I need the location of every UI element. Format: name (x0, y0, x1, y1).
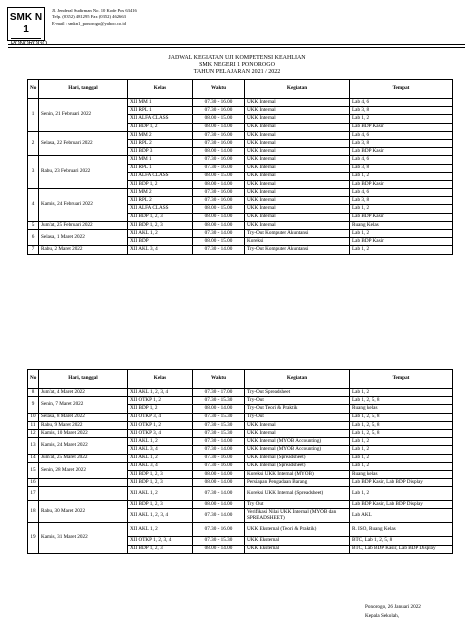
time-cell: 07.30 - 15.30 (193, 429, 245, 437)
class-cell: XII OTKP 1, 2 (128, 397, 193, 405)
title-line-1: JADWAL KEGIATAN UJI KOMPETENSI KEAHLIAN (168, 55, 306, 61)
place-cell: Lab 3, 8 (350, 197, 453, 205)
table-row (28, 454, 453, 462)
activity-cell: UKK Internal (245, 115, 350, 123)
column-header: Kegiatan (245, 370, 350, 389)
table-row (28, 501, 453, 509)
time-cell: 08.00 - 14.00 (193, 180, 245, 188)
row-number: 19 (28, 523, 39, 553)
activity-cell: UKK Internal (245, 213, 350, 221)
row-number: 16 (28, 479, 39, 487)
place-cell: Lab 4, 6 (350, 156, 453, 164)
row-number: 5 (28, 221, 39, 229)
time-cell: 08.00 - 14.00 (193, 501, 245, 509)
activity-cell: UKK Internal (245, 429, 350, 437)
class-cell: XII OTKP 3, 4 (128, 429, 193, 437)
class-cell: XII MM 2 (128, 189, 193, 197)
column-header: Hari, tanggal (39, 80, 128, 99)
time-cell: 07.30 - 16.00 (193, 462, 245, 470)
activity-cell: Try-Out Komputer Akuntansi (245, 230, 350, 238)
class-cell: XII ALFA CLASS (128, 172, 193, 180)
place-cell: Lab BDP Kasir (350, 213, 453, 221)
class-cell: XII BDP 1, 2, 3 (128, 479, 193, 487)
class-cell: XII AKL 1, 2 (128, 487, 193, 501)
table-row (28, 523, 453, 537)
day-date-cell: Selasa, 8 Maret 2022 (39, 413, 128, 421)
class-cell: XII MM 1 (128, 99, 193, 107)
place-cell: Lab BDP Kasir, Lab BDP Display (350, 501, 453, 509)
class-cell: XII BDP 1, 2, 3 (128, 545, 193, 553)
class-cell: XII RPL 1 (128, 107, 193, 115)
row-number: 8 (28, 389, 39, 397)
time-cell: 07.30 - 15.30 (193, 413, 245, 421)
day-date-cell: Rabu, 2 Maret 2022 (39, 246, 128, 254)
activity-cell: Persiapan Pengadaan Barang (245, 479, 350, 487)
day-date-cell: Rabu, 9 Maret 2022 (39, 421, 128, 429)
place-cell: Lab 1, 2 (350, 205, 453, 213)
table-row (28, 397, 453, 405)
place-cell: Lab BDP Kasir, Lab BDP Display (350, 479, 453, 487)
activity-cell: UKK Internal (245, 197, 350, 205)
column-header: Kelas (128, 80, 193, 99)
row-number: 17 (28, 487, 39, 501)
row-number: 13 (28, 438, 39, 454)
table-row (28, 221, 453, 229)
title-line-2: SMK NEGERI 1 PONOROGO (199, 62, 275, 69)
column-header: Waktu (193, 370, 245, 389)
row-number: 7 (28, 246, 39, 254)
time-cell: 08.00 - 14.00 (193, 470, 245, 478)
time-cell: 07.30 - 16.00 (193, 99, 245, 107)
table-header-row (28, 80, 453, 99)
place-cell: Lab 4, 6 (350, 131, 453, 139)
row-number: 2 (28, 131, 39, 156)
table-row (28, 479, 453, 487)
activity-cell: UKK Internal (245, 148, 350, 156)
time-cell: 07.30 - 17.00 (193, 389, 245, 397)
signer-title: Kepala Sekolah, (365, 613, 399, 619)
place-cell: Lab BDP Kasir (350, 180, 453, 188)
activity-cell: Koreksi UKK Internal (Spreadsheet) (245, 487, 350, 501)
place-cell: Lab 3, 8 (350, 107, 453, 115)
time-cell: 08.00 - 15.00 (193, 172, 245, 180)
day-date-cell: Senin, 28 Maret 2022 (39, 462, 128, 478)
class-cell: XII ALFA CLASS (128, 205, 193, 213)
row-number: 4 (28, 189, 39, 222)
day-date-cell: Selasa, 22 Februari 2022 (39, 131, 128, 156)
logo-bottom-text: PONOROGO (11, 38, 41, 49)
activity-cell: UKK Internal (245, 131, 350, 139)
day-date-cell (39, 479, 128, 487)
email-line: E-mail : smkn1_ponorogo@yahoo.co.id (52, 20, 126, 26)
activity-cell: UKK Internal (245, 221, 350, 229)
day-date-cell: Kamis, 24 Februari 2022 (39, 189, 128, 222)
time-cell: 07.30 - 16.00 (193, 523, 245, 537)
activity-cell: UKK Internal (MYOB Accounting) (245, 446, 350, 454)
place-cell: Lab BDP Kasir (350, 123, 453, 131)
title-line-3: TAHUN PELAJARAN 2021 / 2022 (193, 69, 281, 76)
time-cell: 07.30 - 15.30 (193, 397, 245, 405)
activity-cell: UKK Internal (MYOB Accounting) (245, 438, 350, 446)
column-header: No (28, 80, 39, 99)
activity-cell: Koreksi UKK Internal (MYOB) (245, 470, 350, 478)
header-rule-thin (8, 47, 465, 48)
activity-cell: UKK Internal (245, 107, 350, 115)
place-cell: Ruang Kelas (350, 221, 453, 229)
day-date-cell: Senin, 21 Februari 2022 (39, 99, 128, 132)
class-cell: XII BDP 1, 2, 3 (128, 501, 193, 509)
table-row (28, 189, 453, 197)
time-cell: 07.30 - 16.00 (193, 164, 245, 172)
time-cell: 07.30 - 16.00 (193, 139, 245, 147)
place-cell: Lab 4, 6 (350, 99, 453, 107)
table-row (28, 487, 453, 501)
time-cell: 07.30 - 16.00 (193, 156, 245, 164)
table-row (28, 429, 453, 437)
class-cell: XII MM 1 (128, 156, 193, 164)
activity-cell: Try-Out Komputer Akuntansi (245, 246, 350, 254)
column-header: No (28, 370, 39, 389)
row-number: 9 (28, 397, 39, 413)
place-cell: Lab 1, 2 (350, 389, 453, 397)
row-number: 15 (28, 462, 39, 478)
class-cell: XII MM 2 (128, 131, 193, 139)
time-cell: 08.00 - 14.00 (193, 545, 245, 553)
row-number: 6 (28, 230, 39, 246)
activity-cell: UKK Internal (245, 205, 350, 213)
schedule-table-2 (27, 369, 453, 554)
time-cell: 07.30 - 15.30 (193, 421, 245, 429)
day-date-cell: Jum'at, 25 Februari 2022 (39, 221, 128, 229)
document-title (0, 55, 474, 77)
address-line: Jl. Jenderal Sudirman No. 10 Kode Pos 63416 (52, 8, 137, 13)
row-number: 12 (28, 429, 39, 437)
activity-cell: Try-Out (245, 413, 350, 421)
place-cell: Lab 4, 6 (350, 189, 453, 197)
class-cell: XII OTKP 1, 2 (128, 421, 193, 429)
class-cell: XII AKL 1, 2 (128, 523, 193, 537)
class-cell: XII BDP 1, 2, 3 (128, 221, 193, 229)
place-cell: Lab 1, 2 (350, 172, 453, 180)
table-header-row (28, 370, 453, 389)
day-date-cell: Senin, 7 Maret 2022 (39, 397, 128, 413)
signature-block (365, 603, 421, 621)
place-cell: Ruang kelas (350, 470, 453, 478)
class-cell: XII BDP 1, 2, 3 (128, 213, 193, 221)
class-cell: XII AKL 3, 4 (128, 462, 193, 470)
class-cell: XII BDP 1, 2 (128, 123, 193, 131)
place-cell: Lab 1, 2 (350, 246, 453, 254)
place-cell: Lab 1, 2, 5, 8 (350, 413, 453, 421)
table-row (28, 462, 453, 470)
place-cell: Lab AKL (350, 509, 453, 523)
time-cell: 07.30 - 16.00 (193, 131, 245, 139)
school-address (52, 8, 137, 27)
activity-cell: UKK Internal (245, 189, 350, 197)
activity-cell: UKK Internal (Spreadsheet) (245, 462, 350, 470)
row-number: 14 (28, 454, 39, 462)
place-cell: Lab 1, 2 (350, 487, 453, 501)
time-cell: 08.00 - 14.00 (193, 405, 245, 413)
activity-cell: Try-Out Teori & Praktik (245, 405, 350, 413)
day-date-cell: Kamis, 31 Maret 2022 (39, 523, 128, 553)
place-cell: Lab 1, 2 (350, 115, 453, 123)
time-cell: 08.00 - 14.00 (193, 148, 245, 156)
class-cell: XII ALFA CLASS (128, 115, 193, 123)
column-header: Waktu (193, 80, 245, 99)
day-date-cell (39, 487, 128, 501)
time-cell: 07.30 - 14.00 (193, 487, 245, 501)
time-cell: 07.30 - 16.00 (193, 454, 245, 462)
time-cell: 07.30 - 14.00 (193, 246, 245, 254)
time-cell: 07.30 - 14.00 (193, 230, 245, 238)
place-cell: R. ISO, Ruang Kelas (350, 523, 453, 537)
column-header: Tempat (350, 370, 453, 389)
activity-cell: UKK Internal (Spreadsheet) (245, 454, 350, 462)
place-cell: Ruang kelas (350, 405, 453, 413)
day-date-cell: Kamis, 24 Maret 2022 (39, 438, 128, 454)
time-cell: 08.00 - 14.00 (193, 123, 245, 131)
column-header: Kelas (128, 370, 193, 389)
class-cell: XII BDP (128, 238, 193, 246)
logo-top-text: SMK N 1 (9, 12, 43, 35)
table-row (28, 156, 453, 164)
activity-cell: UKK Internal (245, 164, 350, 172)
table-row (28, 230, 453, 238)
day-date-cell: Jum'at, 4 Maret 2022 (39, 389, 128, 397)
column-header: Tempat (350, 80, 453, 99)
place-cell: Lab 1, 2 (350, 446, 453, 454)
class-cell: XII RPL 2 (128, 197, 193, 205)
day-date-cell: Rabu, 30 Maret 2022 (39, 501, 128, 523)
time-cell: 07.30 - 16.00 (193, 189, 245, 197)
activity-cell: UKK Internal (245, 421, 350, 429)
header-rule (8, 44, 465, 45)
class-cell: XII OTKP 3, 4 (128, 413, 193, 421)
class-cell: XII AKL 1, 2, 3, 4 (128, 389, 193, 397)
row-number: 1 (28, 99, 39, 132)
activity-cell: UKK Internal (245, 156, 350, 164)
time-cell: 08.00 - 14.00 (193, 221, 245, 229)
row-number: 10 (28, 413, 39, 421)
row-number: 18 (28, 501, 39, 523)
activity-cell: UKK Internal (245, 180, 350, 188)
activity-cell: UKK Internal (245, 123, 350, 131)
table-row (28, 246, 453, 254)
class-cell: XII RPL 1 (128, 164, 193, 172)
activity-cell: UKK Internal (245, 172, 350, 180)
day-date-cell: Kamis, 10 Maret 2022 (39, 429, 128, 437)
place-cell: Lab 3, 8 (350, 139, 453, 147)
class-cell: XII AKL 1, 2 (128, 438, 193, 446)
place-cell: Lab 1, 2 (350, 462, 453, 470)
class-cell: XII BDP 1, 2 (128, 180, 193, 188)
time-cell: 07.30 - 14.00 (193, 438, 245, 446)
table-row (28, 131, 453, 139)
activity-cell: Try-Out (245, 397, 350, 405)
class-cell: XII AKL 1, 2 (128, 230, 193, 238)
table-row (28, 389, 453, 397)
activity-cell: Try Out (245, 501, 350, 509)
place-cell: Lab 1, 2, 5, 8 (350, 397, 453, 405)
time-cell: 08.00 - 14.00 (193, 479, 245, 487)
activity-cell: Try-Out Spreadsheet (245, 389, 350, 397)
class-cell: XII BDP 1, 2, 3 (128, 470, 193, 478)
activity-cell: UKK Eksternal (Teori & Praktik) (245, 523, 350, 537)
place-cell: Lab 1, 2 (350, 230, 453, 238)
table-row (28, 421, 453, 429)
table-row (28, 438, 453, 446)
place-date: Ponorogo, 26 Januari 2022 (365, 604, 421, 610)
class-cell: XII RPL 2 (128, 139, 193, 147)
activity-cell: Koreksi (245, 238, 350, 246)
day-date-cell: Selasa, 1 Maret 2022 (39, 230, 128, 246)
class-cell: XII AKL 1, 2, 3, 4 (128, 509, 193, 523)
time-cell: 08.00 - 15.00 (193, 238, 245, 246)
time-cell: 07.30 - 16.00 (193, 107, 245, 115)
column-header: Hari, tanggal (39, 370, 128, 389)
place-cell: Lab 1, 2 (350, 454, 453, 462)
time-cell: 07.30 - 15.30 (193, 537, 245, 545)
table-row (28, 413, 453, 421)
row-number: 11 (28, 421, 39, 429)
place-cell: Lab 3, 8 (350, 164, 453, 172)
class-cell: XII AKL 1, 2 (128, 454, 193, 462)
place-cell: BTC, Lab 1, 2, 5, 8 (350, 537, 453, 545)
class-cell: XII BDP 1, 2 (128, 405, 193, 413)
schedule-table-1 (27, 79, 453, 255)
activity-cell: UKK Eksternal (245, 545, 350, 553)
time-cell: 07.30 - 14.00 (193, 446, 245, 454)
activity-cell: UKK Internal (245, 99, 350, 107)
school-logo (7, 7, 48, 47)
place-cell: Lab BDP Kasir (350, 238, 453, 246)
place-cell: Lab 1, 2, 5, 8 (350, 421, 453, 429)
place-cell: Lab 1, 2 (350, 438, 453, 446)
time-cell: 08.00 - 14.00 (193, 213, 245, 221)
time-cell: 08.00 - 15.00 (193, 115, 245, 123)
table-row (28, 99, 453, 107)
class-cell: XII AKL 3, 4 (128, 246, 193, 254)
activity-cell: UKK Eksternal (245, 537, 350, 545)
row-number: 3 (28, 156, 39, 189)
time-cell: 08.00 - 15.00 (193, 205, 245, 213)
class-cell: XII AKL 3, 4 (128, 446, 193, 454)
time-cell: 07.30 - 16.00 (193, 197, 245, 205)
activity-cell: UKK Internal (245, 139, 350, 147)
column-header: Kegiatan (245, 80, 350, 99)
day-date-cell: Rabu, 23 Februari 2022 (39, 156, 128, 189)
place-cell: Lab 1, 2, 5, 8 (350, 429, 453, 437)
day-date-cell: Jum'at, 25 Maret 2022 (39, 454, 128, 462)
time-cell: 07.30 - 14.00 (193, 509, 245, 523)
class-cell: XII OTKP 1, 2, 3, 4 (128, 537, 193, 545)
phone-line: Telp. (0352) 481295 Fax (0352) 462663 (52, 14, 126, 20)
place-cell: Lab BDP Kasir (350, 148, 453, 156)
place-cell: BTC, Lab BDP Kasir, Lab BDP Display (350, 545, 453, 553)
activity-cell: Verifikasi Nilai UKK Internal (MYOB dan SPREADSHEET) (245, 509, 350, 523)
class-cell: XII BDP 3 (128, 148, 193, 156)
